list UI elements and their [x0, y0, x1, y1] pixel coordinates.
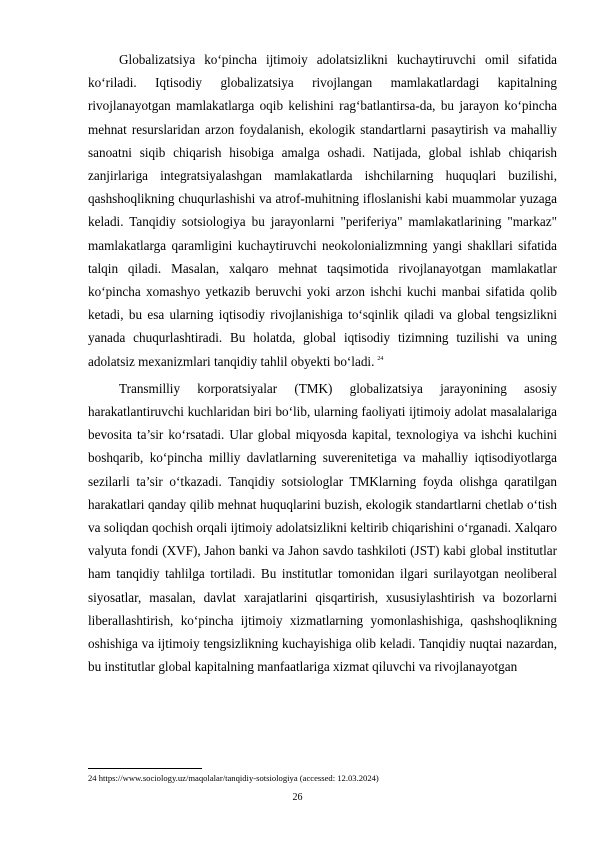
footnote: 24 https://www.sociology.uz/maqolalar/tanqidiy-sotsiologiya (accessed: 12.03.2024)	[88, 773, 379, 783]
paragraph-2-text: Transmilliy korporatsiyalar (TMK) globalizatsiya jarayonining asosiy harakatlantiruvchi kuchlaridan biri bo‘lib, ularning faoliyati ijtimoiy adolat masalalariga bevosita ta’sir ko‘rsatadi. Ular global miqyosda kapital, texnologiya va ishchi kuchini boshqarib, ko‘pincha milliy davlatlarning suverenitetiga va mahalliy iqtisodiyotlarga sezilarli ta’sir o‘tkazadi. Tanqidiy sotsiologlar TMKlarning foyda olishga qaratilgan harakatlari qanday qilib mehnat huquqlarini buzish, ekologik standartlarni chetlab o‘tish va soliqdan qochish orqali ijtimoiy adolatsizlikni keltirib chiqarishini o‘rganadi. Xalqaro valyuta fondi (XVF), Jahon banki va Jahon savdo tashkiloti (JST) kabi global institutlar ham tanqidiy tahlilga tortiladi. Bu institutlar tomonidan ilgari surilayotgan neoliberal siyosatlar, masalan, davlat xarajatlarini qisqartirish, xususiylashtirish va bozorlarni liberallashtirish, ko‘pincha ijtimoiy xizmatlarning yomonlashishiga, qashshoqlikning oshishiga va ijtimoiy tengsizlikning kuchayishiga olib keladi. Tanqidiy nuqtai nazardan, bu institutlar global kapitalning manfaatlariga xizmat qiluvchi va rivojlanayotgan	[88, 380, 557, 675]
paragraph-globalization	[88, 48, 557, 373]
footnote-separator	[88, 768, 202, 769]
paragraph-1-text: Globalizatsiya ko‘pincha ijtimoiy adolatsizlikni kuchaytiruvchi omil sifatida ko‘riladi. Iqtisodiy globalizatsiya rivojlangan mamlakatlardagi kapitalning rivojlanayotgan mamlakatlarga oqib kelishini rag‘batlantirsa-da, bu jarayon ko‘pincha mehnat resurslaridan arzon foydalanish, ekologik standartlarni pasaytirish va mahalliy sanoatni siqib chiqarish hisobiga amalga oshadi. Natijada, global ishlab chiqarish zanjirlariga integratsiyalashgan mamlakatlarda ishchilarning huquqlari buzilishi, qashshoqlikning chuqurlashishi va atrof-muhitning ifloslanishi kabi muammolar yuzaga keladi. Tanqidiy sotsiologiya bu jarayonlarni "periferiya" mamlakatlarining "markaz" mamlakatlarga qaramligini kuchaytiruvchi neokolonializmning yangi shakllari sifatida talqin qiladi. Masalan, xalqaro mehnat taqsimotida rivojlanayotgan mamlakatlar ko‘pincha xomashyo yetkazib beruvchi yoki arzon ishchi kuchi manbai sifatida qolib ketadi, bu esa ularning iqtisodiy rivojlanishiga to‘sqinlik qiladi va global tengsizlikni yanada chuqurlashtiradi. Bu holatda, global iqtisodiy tizimning tuzilishi va uning adolatsiz mexanizmlari tanqidiy tahlil obyekti bo‘ladi.	[88, 52, 557, 369]
page-number: 26	[292, 792, 303, 803]
footnote-reference[interactable]: 24	[377, 356, 384, 363]
main-text	[88, 48, 557, 678]
paragraph-tnc	[88, 377, 557, 679]
